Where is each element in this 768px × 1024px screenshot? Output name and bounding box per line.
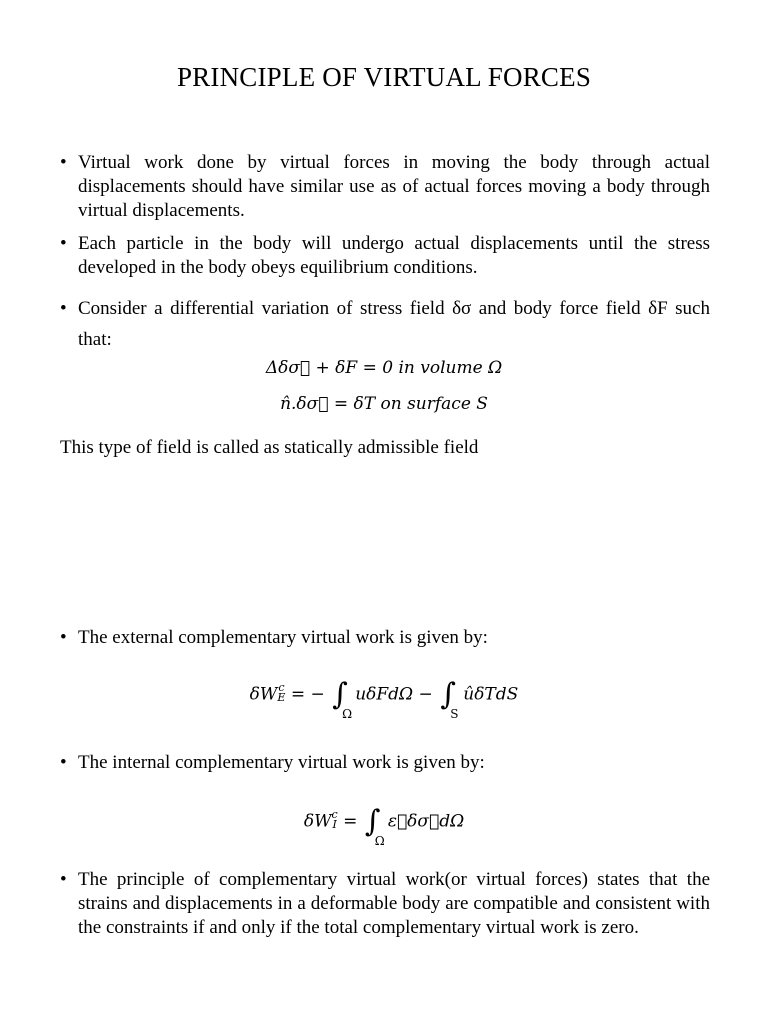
bullet-marker: • [60, 233, 67, 254]
equation-equilibrium-surface: n̂.δσ⃗ = δT on surface S [280, 394, 488, 414]
statically-admissible-text: This type of field is called as statically admissible field [60, 437, 479, 458]
bullet-particle [60, 232, 710, 280]
eq-sup-sub [332, 810, 338, 830]
bullet-marker: • [60, 627, 67, 648]
bullet-external-work [60, 626, 710, 650]
bullet-text: Virtual work done by virtual forces in moving the body through actual displacements should have similar use as of actual forces moving a body through virtual displacements. [78, 152, 710, 221]
integral-sign: ∫ Ω [364, 804, 385, 848]
eq-term-surface: ûδTdS [463, 684, 519, 705]
eq-superscript: c [278, 681, 285, 694]
bullet-principle-statement [60, 868, 710, 940]
integral-domain: S [450, 707, 459, 721]
eq-lhs: δW [249, 684, 278, 705]
integral-sign: ∫ S [440, 677, 459, 721]
bullet-text: Consider a differential variation of stress field δσ and body force field δF such that: [78, 298, 710, 350]
eq-superscript: c [331, 808, 338, 821]
bullet-marker: • [60, 298, 67, 319]
eq-operator: = − [290, 684, 325, 705]
integral-sign: ∫ Ω [332, 677, 353, 721]
eq-subscript: I [332, 818, 337, 831]
eq-term: ε⃗δσ⃗dΩ [387, 811, 465, 832]
integral-domain: Ω [374, 834, 385, 848]
equation-equilibrium-volume: Δδσ⃗ + δF = 0 in volume Ω [265, 358, 503, 378]
eq-term-body: uδFdΩ − [355, 684, 433, 705]
integral-domain: Ω [342, 707, 353, 721]
eq-subscript: E [277, 691, 286, 704]
bullet-text: Each particle in the body will undergo actual displacements until the stress developed in the body obeys equilibrium conditions. [78, 233, 710, 278]
eq-operator: = [343, 811, 358, 832]
bullet-text: The principle of complementary virtual work(or virtual forces) states that the strains and displacements in a deformable body are compatible and consistent with the constraints if and only if the total complementary virtual work is zero. [78, 869, 710, 938]
bullet-differential-variation [60, 293, 710, 355]
bullet-marker: • [60, 152, 67, 173]
bullet-marker: • [60, 752, 67, 773]
bullet-text: The internal complementary virtual work is given by: [78, 752, 485, 773]
eq-sup-sub [277, 683, 285, 703]
bullet-virtual-work [60, 151, 710, 223]
equation-internal-work [0, 804, 768, 848]
bullet-marker: • [60, 869, 67, 890]
eq-lhs: δW [303, 811, 332, 832]
bullet-text: The external complementary virtual work is given by: [78, 627, 488, 648]
bullet-internal-work [60, 751, 710, 775]
equation-external-work [0, 677, 768, 721]
page-title: PRINCIPLE OF VIRTUAL FORCES [176, 62, 592, 92]
